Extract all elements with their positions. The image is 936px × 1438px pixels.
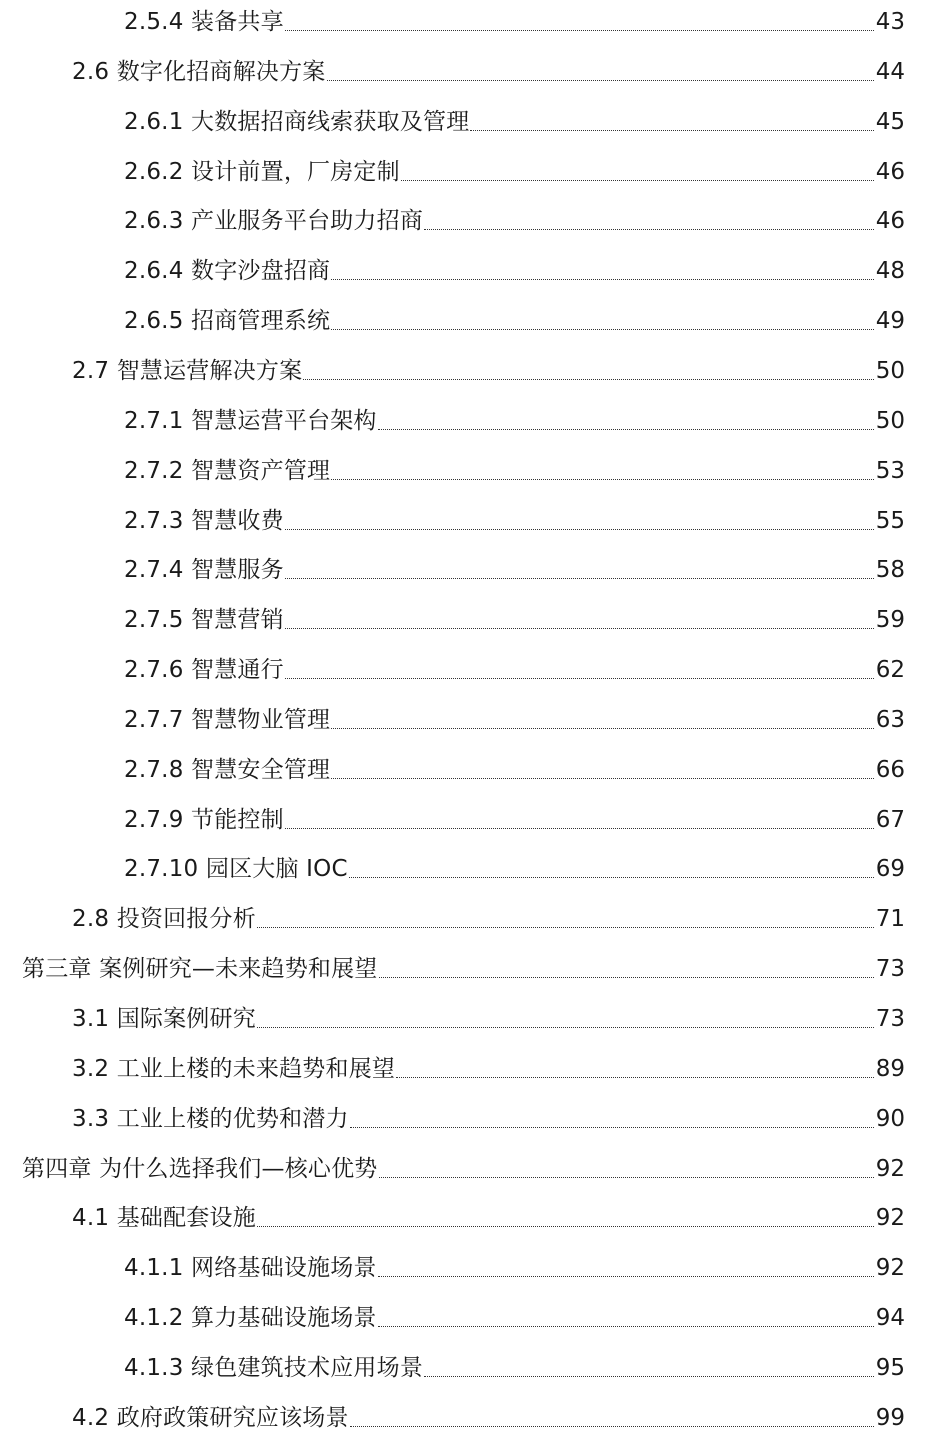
toc-entry[interactable] — [124, 247, 905, 287]
toc-dot-leader — [285, 577, 874, 579]
toc-dot-leader — [285, 627, 874, 629]
toc-entry[interactable] — [124, 746, 905, 786]
toc-dot-leader — [285, 677, 874, 679]
toc-entry-title: 2.7.6 智慧通行 — [124, 657, 284, 684]
toc-entry-page-number: 67 — [875, 806, 905, 833]
toc-entry-title: 3.2 工业上楼的未来趋势和展望 — [72, 1055, 396, 1082]
toc-entry-page-number: 89 — [875, 1055, 905, 1082]
toc-entry-page-number: 92 — [875, 1255, 905, 1282]
toc-entry-title: 2.7.10 园区大脑 IOC — [124, 856, 348, 883]
toc-entry-page-number: 92 — [875, 1155, 905, 1182]
toc-entry-page-number: 66 — [875, 756, 905, 783]
toc-dot-leader — [285, 29, 874, 31]
toc-entry-page-number: 94 — [875, 1305, 905, 1332]
toc-entry-title: 2.6.3 产业服务平台助力招商 — [124, 208, 424, 235]
toc-entry-title: 2.7.3 智慧收费 — [124, 507, 284, 534]
toc-entry-title: 第四章 为什么选择我们—核心优势 — [22, 1155, 378, 1182]
toc-dot-leader — [257, 1026, 874, 1028]
toc-entry-page-number: 58 — [875, 557, 905, 584]
toc-entry[interactable] — [124, 447, 905, 487]
toc-entry-page-number: 95 — [875, 1354, 905, 1381]
toc-dot-leader — [470, 129, 873, 131]
toc-entry-title: 2.7 智慧运营解决方案 — [72, 357, 303, 384]
toc-entry[interactable] — [124, 845, 905, 885]
toc-dot-leader — [285, 528, 874, 530]
toc-entry[interactable] — [72, 1394, 905, 1434]
toc-dot-leader — [378, 1275, 874, 1277]
toc-dot-leader — [350, 1126, 874, 1128]
toc-entry-page-number: 44 — [875, 58, 905, 85]
toc-entry-page-number: 50 — [875, 357, 905, 384]
toc-entry-page-number: 62 — [875, 657, 905, 684]
toc-dot-leader — [379, 1176, 874, 1178]
toc-entry-page-number: 99 — [875, 1404, 905, 1431]
toc-entry[interactable] — [124, 497, 905, 537]
toc-entry-page-number: 55 — [875, 507, 905, 534]
toc-entry-page-number: 59 — [875, 607, 905, 634]
toc-entry[interactable] — [22, 1145, 905, 1185]
toc-entry-title: 2.7.4 智慧服务 — [124, 557, 284, 584]
toc-entry-title: 4.1.1 网络基础设施场景 — [124, 1255, 377, 1282]
toc-entry-title: 2.7.1 智慧运营平台架构 — [124, 407, 377, 434]
toc-dot-leader — [350, 1425, 874, 1427]
toc-entry[interactable] — [124, 148, 905, 188]
toc-entry[interactable] — [124, 0, 905, 38]
toc-entry-page-number: 45 — [875, 108, 905, 135]
toc-dot-leader — [378, 1325, 874, 1327]
toc-entry-title: 3.1 国际案例研究 — [72, 1006, 256, 1032]
toc-dot-leader — [331, 278, 873, 280]
toc-entry[interactable] — [124, 98, 905, 138]
toc-dot-leader — [331, 777, 873, 779]
toc-dot-leader — [424, 228, 874, 230]
toc-dot-leader — [424, 1375, 874, 1377]
toc-entry[interactable] — [124, 1344, 905, 1384]
toc-dot-leader — [331, 478, 873, 480]
toc-entry-title: 2.6.5 招商管理系统 — [124, 308, 331, 335]
toc-entry[interactable] — [72, 1095, 905, 1135]
toc-entry-page-number: 90 — [875, 1105, 905, 1132]
toc-entry[interactable] — [72, 895, 905, 935]
toc-entry-title: 2.6.1 大数据招商线索获取及管理 — [124, 108, 470, 135]
toc-entry-title: 4.1 基础配套设施 — [72, 1205, 256, 1232]
toc-entry-page-number: 69 — [875, 856, 905, 883]
toc-dot-leader — [257, 1225, 874, 1227]
toc-entry-title: 4.2 政府政策研究应该场景 — [72, 1404, 349, 1431]
toc-entry-page-number: 48 — [875, 258, 905, 285]
toc-entry[interactable] — [124, 197, 905, 237]
toc-dot-leader — [396, 1076, 874, 1078]
toc-dot-leader — [285, 827, 874, 829]
toc-entry[interactable] — [124, 1294, 905, 1334]
toc-entry-page-number: 49 — [875, 308, 905, 335]
toc-dot-leader — [331, 727, 873, 729]
toc-entry-page-number: 63 — [875, 706, 905, 733]
toc-entry-title: 2.6.4 数字沙盘招商 — [124, 258, 331, 285]
toc-entry[interactable] — [72, 1194, 905, 1234]
toc-entry[interactable] — [124, 1244, 905, 1284]
toc-entry[interactable] — [72, 347, 905, 387]
toc-entry[interactable] — [124, 596, 905, 636]
toc-entry-title: 2.7.7 智慧物业管理 — [124, 706, 331, 733]
toc-dot-leader — [378, 428, 874, 430]
toc-entry[interactable] — [124, 646, 905, 686]
toc-entry-title: 2.6.2 设计前置，厂房定制 — [124, 158, 400, 185]
toc-entry[interactable] — [22, 945, 905, 985]
toc-dot-leader — [257, 926, 874, 928]
toc-entry-title: 2.5.4 装备共享 — [124, 9, 284, 35]
toc-entry[interactable] — [124, 696, 905, 736]
toc-entry-page-number: 92 — [875, 1205, 905, 1232]
toc-entry-title: 4.1.3 绿色建筑技术应用场景 — [124, 1354, 424, 1381]
toc-entry-page-number: 46 — [875, 158, 905, 185]
toc-entry[interactable] — [124, 796, 905, 836]
toc-entry-title: 2.7.5 智慧营销 — [124, 607, 284, 634]
toc-entry[interactable] — [72, 995, 905, 1035]
toc-entry-page-number: 46 — [875, 208, 905, 235]
toc-entry-title: 4.1.2 算力基础设施场景 — [124, 1305, 377, 1332]
toc-entry-page-number: 71 — [875, 906, 905, 933]
toc-dot-leader — [349, 876, 874, 878]
toc-entry-title: 2.7.8 智慧安全管理 — [124, 756, 331, 783]
toc-entry-page-number: 50 — [875, 407, 905, 434]
toc-dot-leader — [327, 79, 874, 81]
toc-entry-page-number: 53 — [875, 457, 905, 484]
toc-dot-leader — [331, 328, 873, 330]
toc-entry-title: 2.7.9 节能控制 — [124, 806, 284, 833]
toc-entry[interactable] — [124, 546, 905, 586]
toc-entry[interactable] — [124, 297, 905, 337]
toc-entry[interactable] — [72, 48, 905, 88]
toc-entry-title: 2.6 数字化招商解决方案 — [72, 58, 326, 85]
toc-entry-page-number: 43 — [875, 9, 905, 35]
toc-entry-page-number: 73 — [875, 1006, 905, 1032]
toc-entry-page-number: 73 — [875, 956, 905, 983]
toc-entry-title: 2.8 投资回报分析 — [72, 906, 256, 933]
toc-dot-leader — [401, 179, 874, 181]
toc-entry-title: 第三章 案例研究—未来趋势和展望 — [22, 956, 378, 983]
toc-dot-leader — [303, 378, 873, 380]
toc-entry-title: 3.3 工业上楼的优势和潜力 — [72, 1105, 349, 1132]
toc-entry[interactable] — [72, 1045, 905, 1085]
toc-entry[interactable] — [124, 397, 905, 437]
toc-dot-leader — [379, 976, 874, 978]
toc-entry-title: 2.7.2 智慧资产管理 — [124, 457, 331, 484]
